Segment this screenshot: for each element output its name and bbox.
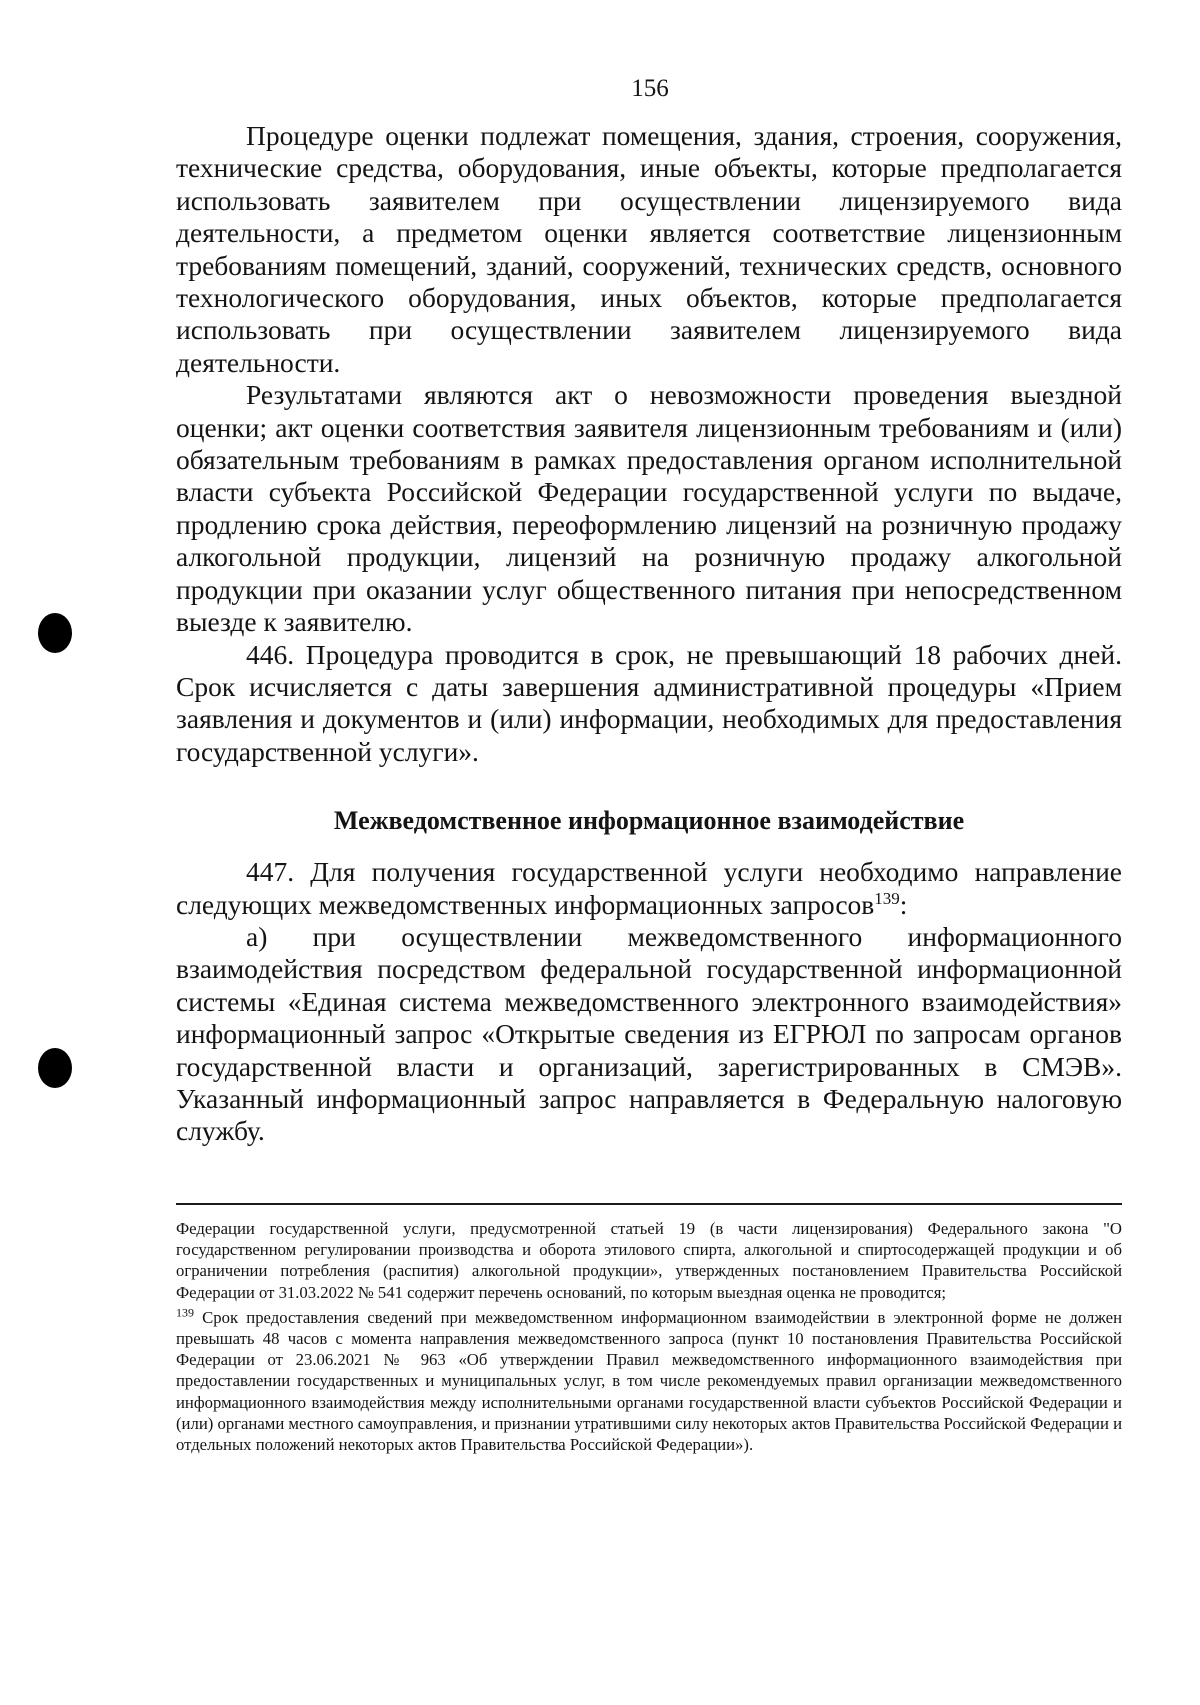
section-heading: Межведомственное информационное взаимодействие [333,806,965,836]
footnotes [176,1218,1122,1455]
footnote-139 [176,1307,1122,1455]
binder-hole-mark [38,1048,72,1088]
paragraph-446: 446. Процедура проводится в срок, не превышающий 18 рабочих дней. Срок исчисляется с даты завершения административной процедуры «Прием заявления и документов и (или) информации, необходимых для предоставления государственной услуги». [176,638,1122,767]
footnote-separator [176,1203,1122,1205]
paragraph-447-colon: : [899,888,908,920]
footnote-continued: Федерации государственной услуги, предусмотренной статьей 19 (в части лицензирования) Федерального закона "О государственном регулировании производства и оборота этилового спирта, алкогольной и спиртосодержащей продукции и об ограничении потребления (распития) алкогольной продукции», утвержденных постановлением Правительства Российской Федерации от 31.03.2022 № 541 содержит перечень оснований, по которым выездная оценка не проводится; [176,1219,1122,1302]
page-number: 156 [631,75,669,102]
footnote-139-text: Срок предоставления сведений при межведомственном информационном взаимодействии в электронной форме не должен превышать 48 часов с момента направления межведомственного запроса (пункт 10 постановления Правительства Российской Федерации от 23.06.2021 № 963 «Об утверждении Правил межведомственного информационного взаимодействия при предоставлении государственных и муниципальных услуг, в том числе рекомендуемых правил организации межведомственного информационного взаимодействия между исполнительными органами государственной власти субъектов Российской Федерации и (или) органами местного самоуправления, и признании утратившими силу некоторых актов Правительства Российской Федерации и отдельных положений некоторых актов Правительства Российской Федерации»). [176,1307,1122,1455]
paragraph-447-a: а) при осуществлении межведомственного информационного взаимодействия посредством федеральной государственной информационной системы «Единая система межведомственного электронного взаимодействия» информационный запрос «Открытые сведения из ЕГРЮЛ по запросам органов государственной власти и организаций, зарегистрированных в СМЭВ». Указанный информационный запрос направляется в Федеральную налоговую службу. [176,920,1122,1147]
paragraph-results: Результатами являются акт о невозможности проведения выездной оценки; акт оценки соответствия заявителя лицензионным требованиям и (или) обязательным требованиям в рамках предоставления органом исполнительной власти субъекта Российской Федерации государственной услуги по выдаче, продлению срока действия, переоформлению лицензий на розничную продажу алкогольной продукции, лицензий на розничную продажу алкогольной продукции при оказании услуг общественного питания при непосредственном выезде к заявителю. [176,379,1122,638]
footnote-139-number: 139 [176,1305,194,1320]
footnote-reference-139: 139 [874,888,900,908]
paragraph-447 [176,856,1122,921]
paragraph-447-text: 447. Для получения государственной услуги необходимо направление следующих межведомственных информационных запросов [176,856,1122,920]
main-text [176,120,1122,1148]
binder-hole-mark [38,613,72,653]
paragraph-assessment-subject: Процедуре оценки подлежат помещения, здания, строения, сооружения, технические средства, оборудования, иные объекты, которые предполагается использовать заявителем при осуществлении лицензируемого вида деятельности, а предметом оценки является соответствие лицензионным требованиям помещений, зданий, сооружений, технических средств, основного технологического оборудования, иных объектов, которые предполагается использовать при осуществлении заявителем лицензируемого вида деятельности. [176,120,1122,378]
